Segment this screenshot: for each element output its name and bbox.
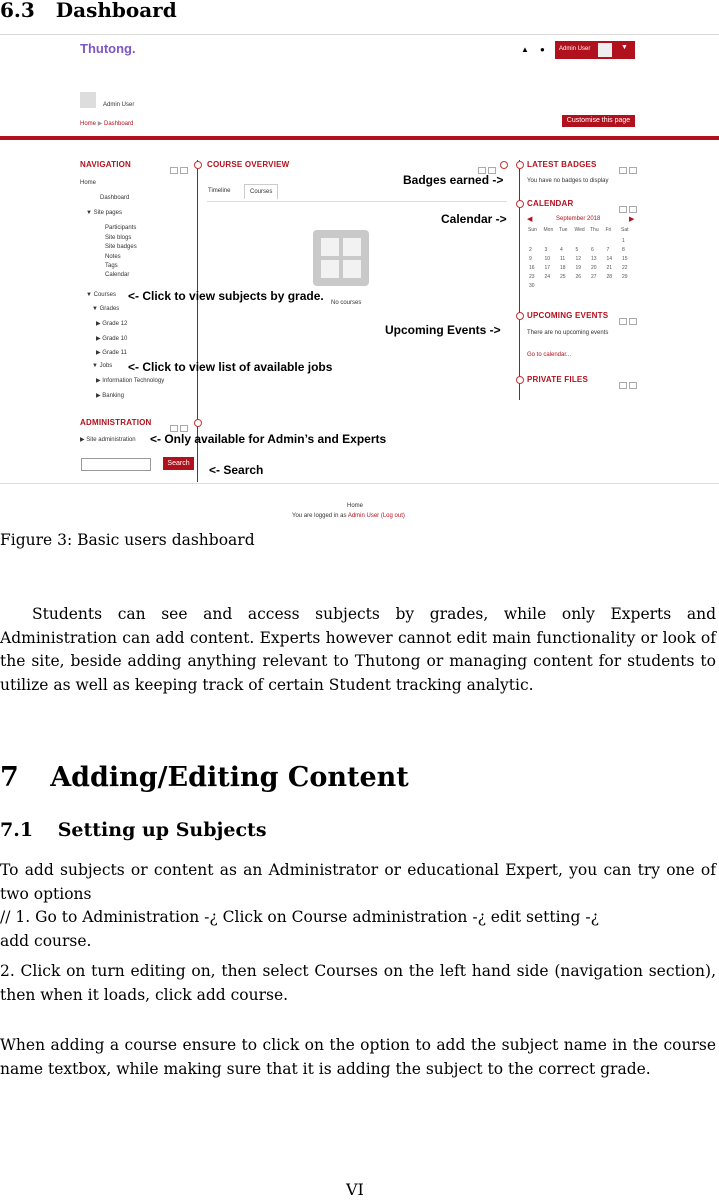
calendar-day[interactable]: 2 xyxy=(529,247,532,253)
footer-divider xyxy=(0,483,719,484)
annotation-calendar: Calendar -> xyxy=(441,212,507,226)
annotation-search: <- Search xyxy=(209,463,264,477)
footer-logout-link[interactable]: (Log out) xyxy=(380,513,405,519)
calendar-day[interactable]: 17 xyxy=(544,265,551,271)
calendar-day[interactable]: 24 xyxy=(544,274,551,280)
option-2: 2. Click on turn editing on, then select Courses on the left hand side (navigation section), then when it loads, click add course. xyxy=(0,962,716,1004)
calendar-day[interactable]: 10 xyxy=(544,256,551,262)
user-avatar xyxy=(80,92,96,108)
site-logo: Thutong. xyxy=(80,41,136,56)
search-button[interactable]: Search xyxy=(163,457,194,470)
no-courses-icon xyxy=(313,230,369,286)
calendar-day[interactable]: 25 xyxy=(560,274,566,280)
tab-courses[interactable]: Courses xyxy=(244,184,278,199)
calendar-day[interactable]: 23 xyxy=(529,274,535,280)
customise-page-button[interactable]: Customise this page xyxy=(562,115,635,127)
tab-timeline[interactable]: Timeline xyxy=(208,188,231,194)
nav-item-notes[interactable]: Notes xyxy=(105,254,121,260)
dock-marker xyxy=(516,161,524,169)
administration-title: ADMINISTRATION xyxy=(80,418,152,427)
calendar-day[interactable]: 3 xyxy=(544,247,548,253)
annotation-events: Upcoming Events -> xyxy=(385,323,501,337)
message-icon[interactable]: ● xyxy=(540,45,545,54)
go-to-calendar-link[interactable]: Go to calendar... xyxy=(527,352,572,358)
calendar-day[interactable]: 28 xyxy=(606,274,613,280)
calendar-weekday: Thu xyxy=(590,227,599,233)
calendar-day[interactable]: 27 xyxy=(591,274,597,280)
section-title: Adding/Editing Content xyxy=(50,762,409,793)
nav-grades[interactable]: ▼ Grades xyxy=(92,306,120,312)
footer-user-link[interactable]: Admin User xyxy=(347,513,380,519)
breadcrumb-dashboard[interactable]: Dashboard xyxy=(103,121,134,127)
nav-item-tags[interactable]: Tags xyxy=(105,263,118,269)
subsection-heading xyxy=(0,819,267,841)
page-number: VI xyxy=(346,1180,364,1199)
nav-site-pages[interactable]: ▼ Site pages xyxy=(86,210,122,216)
paragraph: When adding a course ensure to click on the option to add the subject name in the course name textbox, while making sure that it is adding the subject to the correct grade. xyxy=(0,1036,716,1078)
no-courses-text: No courses xyxy=(331,300,362,306)
calendar-day[interactable]: 12 xyxy=(575,256,582,262)
calendar-day[interactable]: 1 xyxy=(622,238,625,244)
bell-icon[interactable]: ▲ xyxy=(521,45,529,54)
option-1-line: // 1. Go to Administration -¿ Click on Course administration -¿ edit setting -¿ xyxy=(0,908,599,926)
calendar-weekday: Tue xyxy=(559,227,568,233)
breadcrumb-home[interactable]: Home xyxy=(80,121,97,127)
calendar-day[interactable]: 11 xyxy=(560,256,566,262)
course-overview-title: COURSE OVERVIEW xyxy=(207,160,290,169)
nav-jobs[interactable]: ▼ Jobs xyxy=(92,363,113,369)
nav-item-site-blogs[interactable]: Site blogs xyxy=(105,235,132,241)
calendar-day[interactable]: 15 xyxy=(622,256,628,262)
calendar-day[interactable]: 22 xyxy=(622,265,628,271)
calendar-day[interactable]: 6 xyxy=(591,247,594,253)
section-number: 6.3 xyxy=(0,0,35,22)
header-divider xyxy=(0,136,719,140)
calendar-day[interactable]: 13 xyxy=(591,256,597,262)
calendar-weekday: Sun xyxy=(528,227,537,233)
section-heading xyxy=(0,762,409,793)
user-avatar-icon xyxy=(598,43,612,57)
events-text: There are no upcoming events xyxy=(527,330,609,336)
calendar-day[interactable]: 5 xyxy=(575,247,579,253)
nav-item-calendar[interactable]: Calendar xyxy=(105,272,130,278)
section-heading xyxy=(0,0,177,22)
tab-divider xyxy=(207,201,507,202)
option-1-line: add course. xyxy=(0,932,92,950)
nav-grade-10[interactable]: ▶ Grade 10 xyxy=(96,336,128,342)
calendar-day[interactable]: 16 xyxy=(529,265,535,271)
calendar-day[interactable]: 21 xyxy=(606,265,613,271)
nav-courses[interactable]: ▼ Courses xyxy=(86,292,116,298)
dropdown-icon: ▼ xyxy=(621,44,628,51)
calendar-day[interactable]: 14 xyxy=(606,256,613,262)
dock-marker xyxy=(500,161,508,169)
calendar-weekday: Mon xyxy=(543,227,554,233)
dock-marker xyxy=(194,419,202,427)
calendar-weekday: Fri xyxy=(605,227,612,233)
nav-home[interactable]: Home xyxy=(80,180,97,186)
paragraph: To add subjects or content as an Administrator or educational Expert, you can try one of two options xyxy=(0,861,716,903)
annotation-jobs: <- Click to view list of available jobs xyxy=(128,360,333,374)
calendar-day[interactable]: 4 xyxy=(560,247,563,253)
breadcrumb: Home ▶ Dashboard xyxy=(80,121,134,127)
upcoming-events-title: UPCOMING EVENTS xyxy=(527,311,609,320)
search-input[interactable] xyxy=(81,458,151,471)
calendar-day[interactable]: 8 xyxy=(622,247,625,253)
annotation-courses: <- Click to view subjects by grade. xyxy=(128,289,324,303)
nav-job-it[interactable]: ▶ Information Technology xyxy=(96,378,165,384)
nav-dashboard[interactable]: Dashboard xyxy=(100,195,130,201)
nav-grade-11[interactable]: ▶ Grade 11 xyxy=(96,350,127,356)
paragraph: Students can see and access subjects by grades, while only Experts and Administration can add content. Experts however cannot edit main functionality or look of the site, beside adding anything relevant to Thutong or managing content for students to utilize as well as keeping track of certain Student tracking analytic. xyxy=(0,605,716,694)
calendar-day[interactable]: 7 xyxy=(606,247,610,253)
private-files-title: PRIVATE FILES xyxy=(527,375,588,384)
calendar-day[interactable]: 26 xyxy=(575,274,582,280)
nav-site-administration[interactable]: ▶ Site administration xyxy=(80,437,136,443)
calendar-title: CALENDAR xyxy=(527,199,574,208)
section-title: Setting up Subjects xyxy=(57,819,267,841)
section-number: 7.1 xyxy=(0,819,34,841)
calendar-day[interactable]: 20 xyxy=(591,265,597,271)
calendar-weekday: Wed xyxy=(574,227,585,233)
user-menu-button[interactable]: Admin User ▼ xyxy=(555,41,635,59)
block-controls[interactable] xyxy=(617,376,637,394)
user-name: Admin User xyxy=(103,102,135,108)
calendar-day[interactable]: 19 xyxy=(575,265,582,271)
block-controls[interactable] xyxy=(168,161,188,179)
annotation-badges: Badges earned -> xyxy=(403,173,504,187)
calendar-next-icon[interactable]: ▶ xyxy=(629,216,635,223)
latest-badges-title: LATEST BADGES xyxy=(527,160,597,169)
dock-marker xyxy=(194,161,202,169)
column-divider xyxy=(519,160,520,400)
dock-marker xyxy=(516,312,524,320)
nav-item-site-badges[interactable]: Site badges xyxy=(105,244,137,250)
calendar-day[interactable]: 29 xyxy=(622,274,628,280)
navigation-title: NAVIGATION xyxy=(80,160,132,169)
calendar-prev-icon[interactable]: ◀ xyxy=(527,216,533,223)
dock-marker xyxy=(516,200,524,208)
section-number: 7 xyxy=(0,762,19,793)
calendar-month: September 2018 xyxy=(556,216,601,222)
calendar-day[interactable]: 18 xyxy=(560,265,566,271)
section-title: Dashboard xyxy=(55,0,177,22)
calendar-weekday: Sat xyxy=(621,227,629,233)
figure-caption: Figure 3: Basic users dashboard xyxy=(0,531,255,549)
annotation-admin: <- Only available for Admin’s and Experts xyxy=(150,432,387,446)
footer-home-link[interactable]: Home xyxy=(347,503,364,509)
footer-login-info: You are logged in as Admin User (Log out) xyxy=(292,513,405,519)
dock-marker xyxy=(516,376,524,384)
nav-grade-12[interactable]: ▶ Grade 12 xyxy=(96,321,128,327)
block-controls[interactable] xyxy=(617,312,637,330)
calendar-day[interactable]: 30 xyxy=(529,283,535,289)
nav-item-participants[interactable]: Participants xyxy=(105,225,137,231)
calendar-day[interactable]: 9 xyxy=(529,256,532,262)
block-controls[interactable] xyxy=(617,161,637,179)
nav-job-banking[interactable]: ▶ Banking xyxy=(96,393,124,399)
dashboard-screenshot xyxy=(0,34,719,527)
badges-text: You have no badges to display xyxy=(527,178,609,184)
